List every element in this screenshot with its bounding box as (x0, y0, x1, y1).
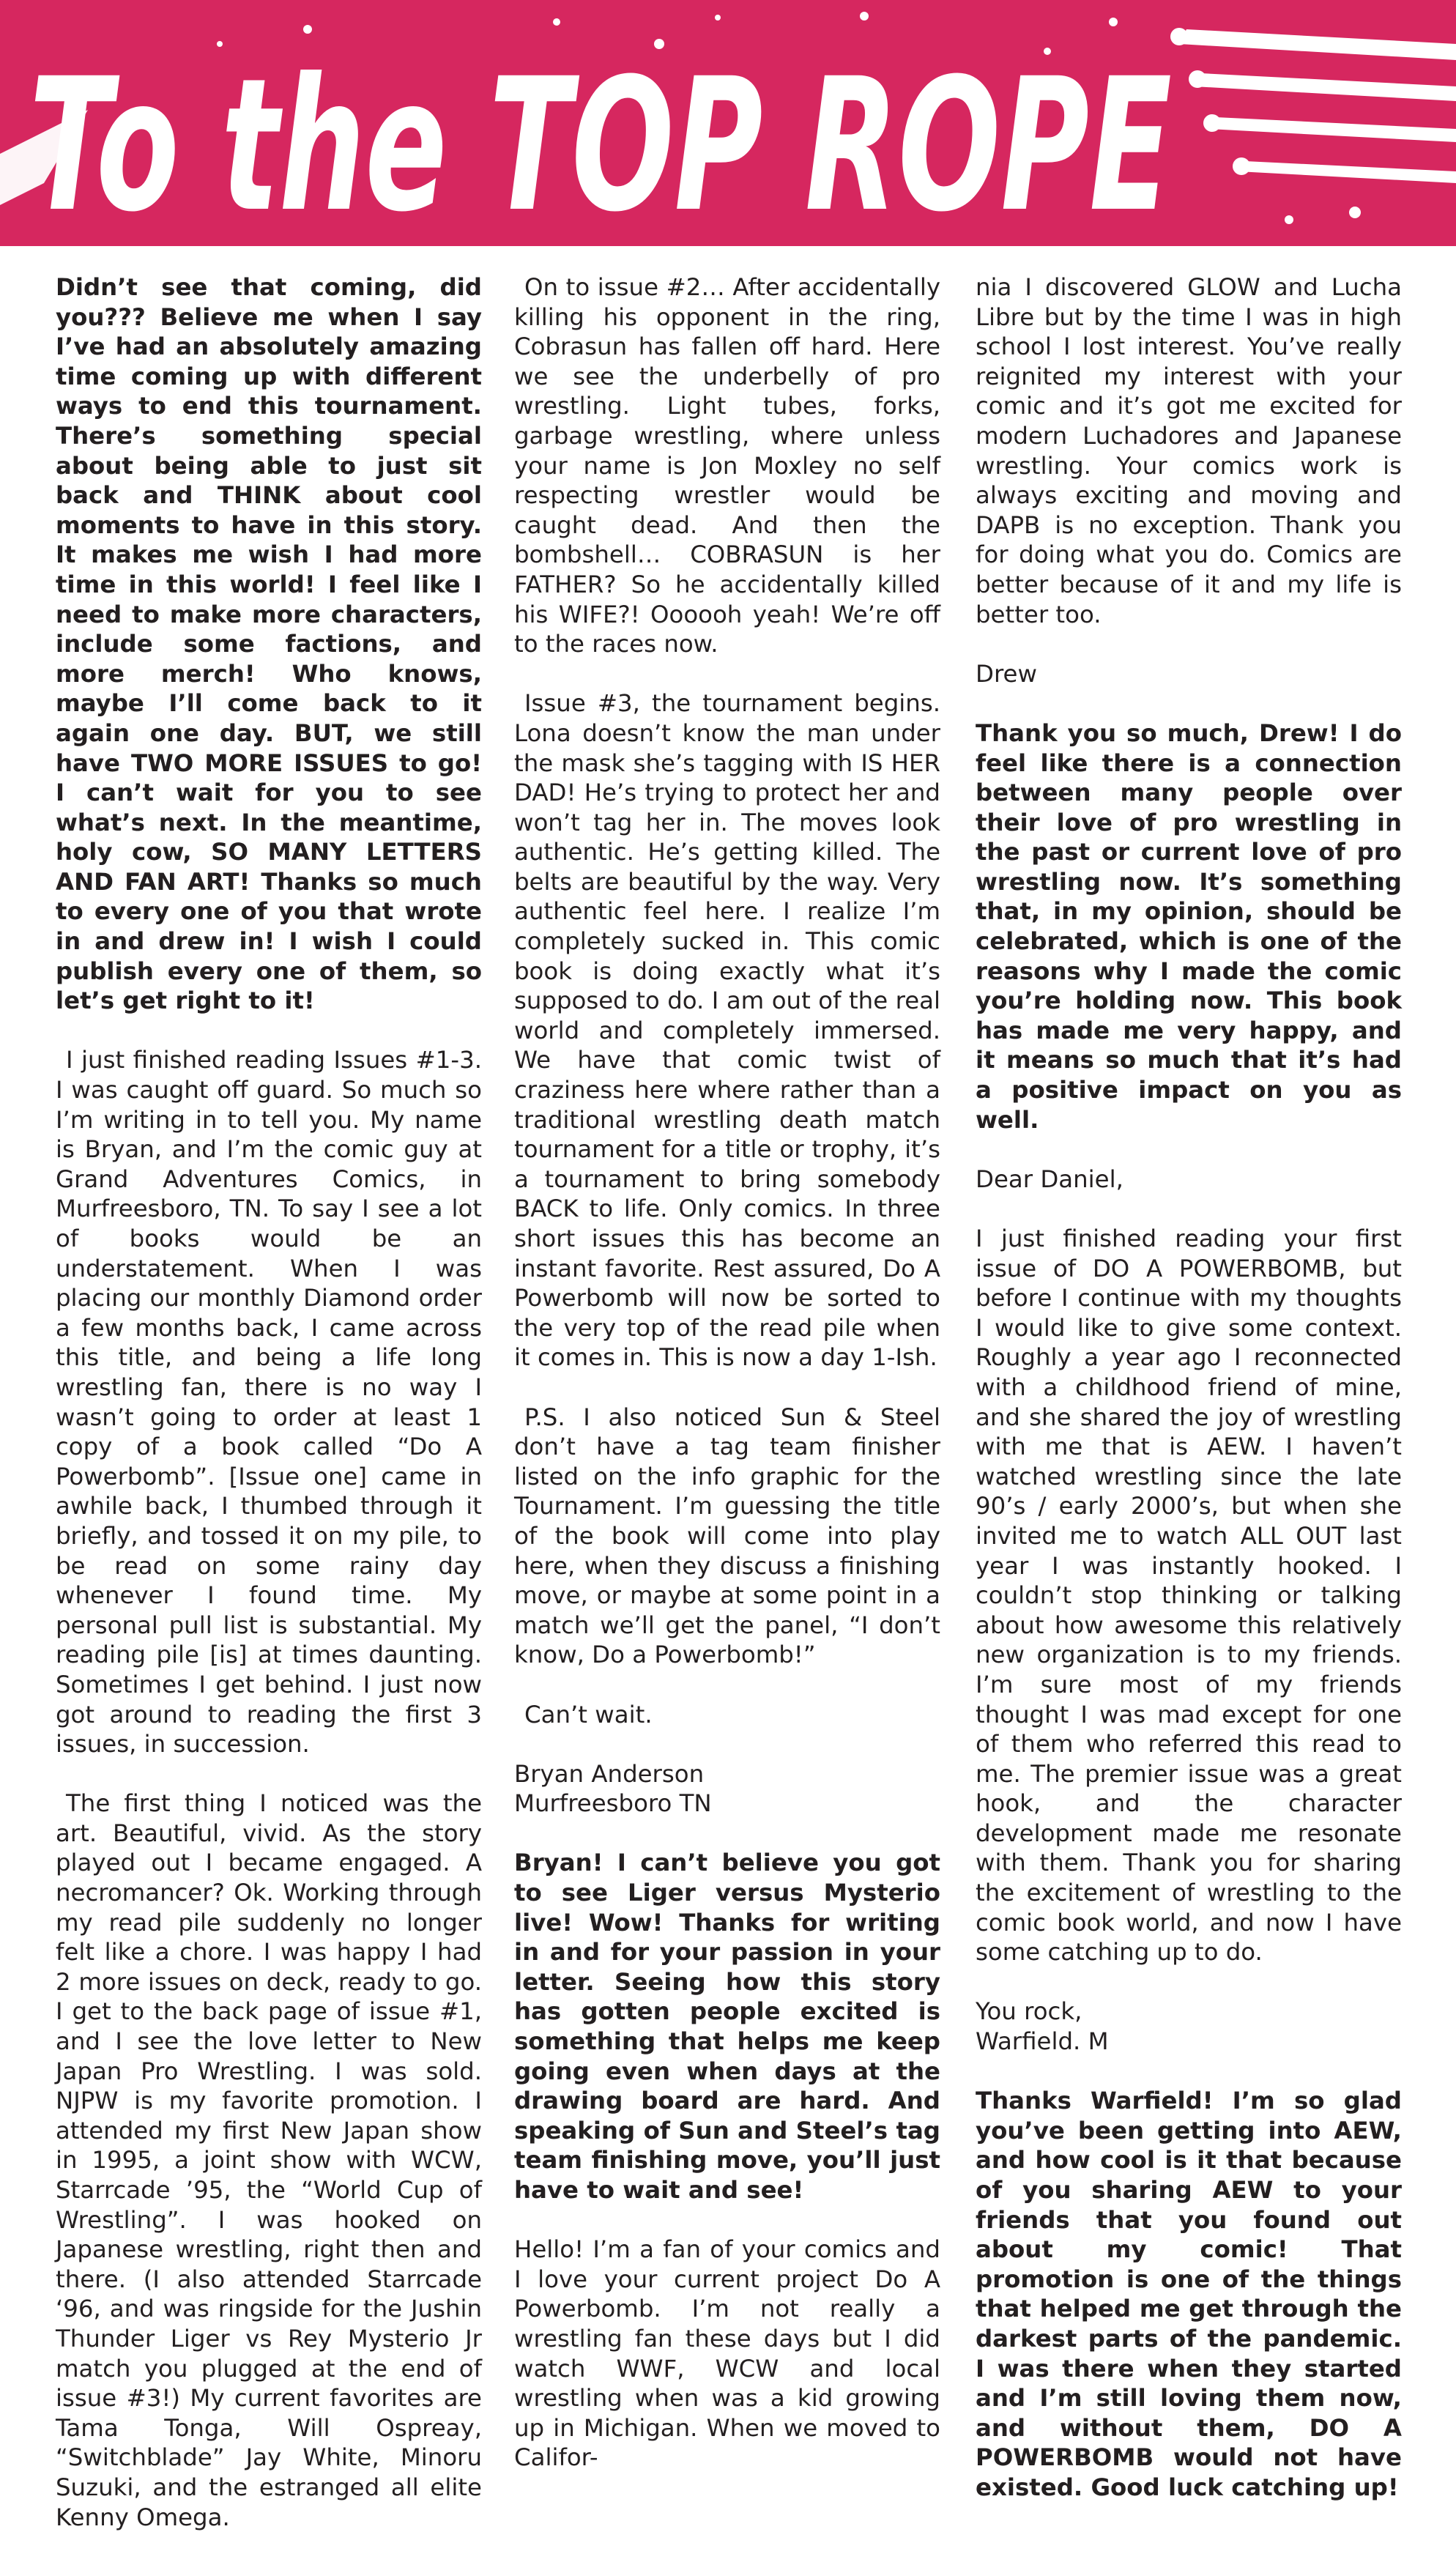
letter-bryan-part-3: On to issue #2… After accidentally killing his opponent in the ring, Cobrasun has fallen off hard. Here we see the underbelly of pro wrestling. Light tubes, forks, garbage wrestling, where unless your name is Jon Moxley no self respecting wrestler would be caught dead. And then the bombshell… COBRASUN is her FATHER? So he accidentally killed his WIFE?! Oooooh yeah! We’re off to the races now. (514, 273, 940, 658)
editor-reply-warfield: Thanks Warfield! I’m so glad you’ve been getting into AEW, and how cool is it that because of you sharing AEW to your friends that you found out about my comic! That promotion is one of the things that helped me get through the darkest parts of the pandemic. I was there when they started and I’m still loving them now, and without them, DO A POWERBOMB would not have existed. Good luck catching up! (976, 2087, 1402, 2501)
letter-bryan-part-1: I just finished reading Issues #1-3. I was caught off guard. So much so I’m writing in to tell you. My name is Bryan, and I’m the comic guy at Grand Adventures Comics, in Murfreesboro, TN. To say I see a lot of books would be an understatement. When I was placing our monthly Diamond order a few months back, I came across this title, and being a life long wrestling fan, there is no way I wasn’t going to order at least 1 copy of a book called “Do A Powerbomb”. [Issue one] came in awhile back, I thumbed through it briefly, and tossed it on my pile, to be read on some rainy day whenever I found time. My personal pull list is substantial. My reading pile [is] at times daunting. Sometimes I get behind. I just now got around to reading the first 3 issues, in succession. (56, 1046, 482, 1759)
letter-warfield-salutation: Dear Daniel, (976, 1165, 1123, 1193)
title-banner (0, 0, 1456, 246)
letter-warfield-body: I just finished reading your first issue of DO A POWERBOMB, but before I continue with my thoughts I would like to give some context. Roughly a year ago I reconnected with a childhood friend of mine, and she shared the joy of wrestling with me that is AEW. I haven’t watched wrestling since the late 90’s / early 2000’s, but when she invited me to watch ALL OUT last year I was instantly hooked. I couldn’t stop thinking or talking about how awesome this relatively new organization is to my friends. I’m sure most of my friends thought I was mad except for one of them who referred this read to me. The premier issue was a great hook, and the character development made me resonate with them. Thank you for sharing the excitement of wrestling to the comic book world, and now I have some catching up to do. (976, 1225, 1402, 1967)
editor-reply-bryan: Bryan! I can’t believe you got to see Liger versus Mysterio live! Wow! Thanks for writing in and for your passion in your letter. Seeing how this story has gotten people excited is something that helps me keep going even when days at the drawing board are hard. And speaking of Sun and Steel’s tag team finishing move, you’ll just have to wait and see! (514, 1849, 940, 2204)
signature-place: Murfreesboro TN (514, 1789, 712, 1818)
column-2 (514, 272, 940, 2503)
letter-bryan-closing: Can’t wait. (524, 1700, 653, 1729)
page-title: To the TOP ROPE (29, 39, 1172, 246)
letter-bryan-part-2: The first thing I noticed was the art. Beautiful, vivid. As the story played out I became engaged. A necromancer? Ok. Working through my read pile suddenly no longer felt like a chore. I was happy I had 2 more issues on deck, ready to go. I get to the back page of issue #1, and I see the love letter to New Japan Pro Wrestling. I was sold. NJPW is my favorite promotion. I attended my first New Japan show in 1995, a joint show with WCW, Starrcade ’95, the “World Cup of Wrestling”. I was hooked on Japanese wrestling, right then and there. (I also attended Starrcade ‘96, and was ringside for the Jushin Thunder Liger vs Rey Mysterio Jr match you plugged at the end of issue #3!) My current favorites are Tama Tonga, Will Ospreay, “Switchblade” Jay White, Minoru Suzuki, and the estranged all elite Kenny Omega. (56, 1789, 482, 2531)
letter-bryan-part-4: Issue #3, the tournament begins. Lona doesn’t know the man under the mask she’s tagging with IS HER DAD! He’s trying to protect her and won’t tag her in. The moves look authentic. He’s getting killed. The belts are beautiful by the way. Very authentic feel here. I realize I’m completely sucked in. This comic book is doing exactly what it’s supposed to do. I am out of the real world and completely immersed. We have that comic twist of craziness here where rather than a traditional wrestling death match tournament for a title or trophy, it’s a tournament to bring somebody BACK to life. Only comics. In three short issues this has become an instant favorite. Rest assured, Do A Powerbomb will now be sorted to the very top of the read pile when it comes in. This is now a day 1-Ish. (514, 689, 940, 1372)
signoff-closing: You rock, (976, 1997, 1082, 2026)
letter-drew-part-1: Hello! I’m a fan of your comics and I love your current project Do A Powerbomb. I’m not really a wrestling fan these days but I did watch WWF, WCW and local wrestling when was a kid growing up in Michigan. When we moved to Califor- (514, 2235, 940, 2472)
column-3 (976, 272, 1402, 2532)
banner-graphic (0, 0, 1456, 246)
editor-reply-drew: Thank you so much, Drew! I do feel like there is a connection between many people over their love of pro wrestling in the past or current love of pro wrestling now. It’s something that, in my opinion, should be celebrated, which is one of the reasons why I made the comic you’re holding now. This book has made me very happy, and it means so much that it’s had a positive impact on you as well. (976, 719, 1402, 1134)
letter-bryan-signature (514, 1759, 940, 1819)
signoff-name: Warfield. M (976, 2027, 1109, 2056)
column-1 (56, 272, 482, 2562)
letter-drew-signature: Drew (976, 659, 1037, 688)
letter-drew-part-2: nia I discovered GLOW and Lucha Libre but by the time I was in high school I lost interest. You’ve really reignited my interest with your comic and it’s got me excited for modern Luchadores and Japanese wrestling. Your comics work is always exciting and moving and DAPB is no exception. Thank you for doing what you do. Comics are better because of it and my life is better too. (976, 273, 1402, 628)
letter-bryan-ps: P.S. I also noticed Sun & Steel don’t have a tag team finisher listed on the info graphic for the Tournament. I’m guessing the title of the book will come into play here, when they discuss a finishing move, or maybe at some point in a match we’ll get the panel, “I don’t know, Do a Powerbomb!” (514, 1403, 940, 1669)
letter-warfield-signoff (976, 1997, 1402, 2056)
editor-intro: Didn’t see that coming, did you??? Believe me when I say I’ve had an absolutely amazing time coming up with different ways to end this tournament. There’s something special about being able to just sit back and THINK about cool moments to have in this story. It makes me wish I had more time in this world! I feel like I need to make more characters, include some factions, and more merch! Who knows, maybe I’ll come back to it again one day. BUT, we still have TWO MORE ISSUES to go! I can’t wait for you to see what’s next. In the meantime, holy cow, SO MANY LETTERS AND FAN ART! Thanks so much to every one of you that wrote in and drew in! I wish I could publish every one of them, so let’s get right to it! (56, 273, 482, 1015)
signature-name: Bryan Anderson (514, 1759, 705, 1788)
